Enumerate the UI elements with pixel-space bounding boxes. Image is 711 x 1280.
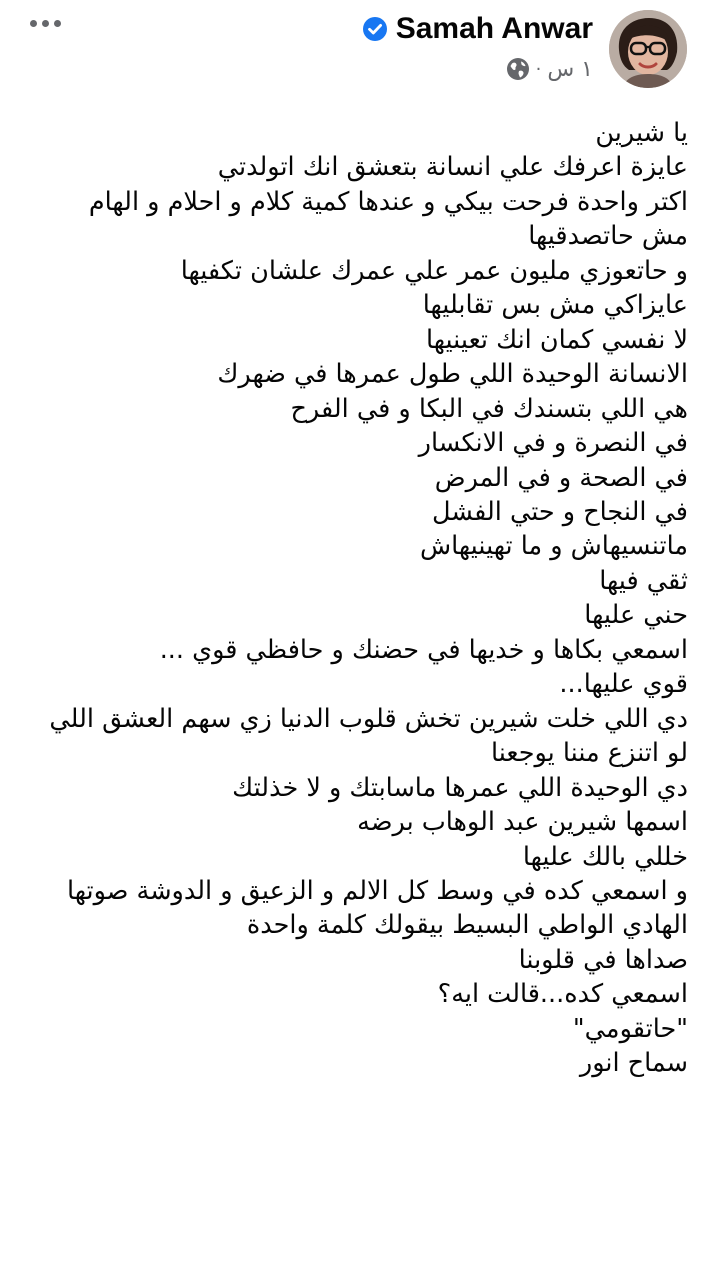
post-timestamp[interactable]: ١ س (547, 56, 593, 82)
avatar-image (609, 10, 687, 88)
post-text-line: و اسمعي كده في وسط كل الالم و الزعيق و الدوشة صوتها (66, 875, 688, 906)
meta-separator: · (535, 58, 542, 80)
post-text-line: قوي عليها... (559, 669, 688, 700)
post-text-line: دي الوحيدة اللي عمرها ماسابتك و لا خذلتك (232, 772, 688, 803)
post-text-line: ثقي فيها (599, 565, 688, 596)
post-header (0, 0, 711, 100)
post-text-line: يا شيرين (595, 118, 688, 148)
post-text-line: لا نفسي كمان انك تعينيها (425, 324, 688, 355)
more-options-icon (30, 20, 37, 27)
post-text-line: اكتر واحدة فرحت بيكي و عندها كمية كلام و احلام و الهام (88, 186, 688, 217)
post-text-line: مش حاتصدقيها (528, 221, 688, 252)
post-text-line: حني عليها (584, 600, 688, 631)
post-text-line: اسمعي بكاها و خديها في حضنك و حافظي قوي ... (159, 634, 688, 665)
post-text-line: ماتنسيهاش و ما تهينيهاش (420, 531, 688, 562)
post-text-line: و حاتعوزي مليون عمر علي عمرك علشان تكفيها (180, 255, 688, 286)
author-name[interactable]: Samah Anwar (395, 12, 593, 45)
post-text-line: اسمعي كده...قالت ايه؟ (437, 979, 688, 1010)
verified-badge-icon (362, 16, 388, 42)
post-text-line: دي اللي خلت شيرين تخش قلوب الدنيا زي سهم العشق اللي (49, 703, 688, 734)
globe-icon (506, 57, 530, 81)
post-text-line: خللي بالك عليها (522, 841, 688, 872)
post-text-line: اسمها شيرين عبد الوهاب برضه (357, 807, 688, 838)
post-text-line: هي اللي بتسندك في البكا و في الفرح (290, 393, 688, 424)
post-text-line: الانسانة الوحيدة اللي طول عمرها في ضهرك (217, 359, 688, 390)
post-text-line: عايزة اعرفك علي انسانة بتعشق انك اتولدتي (217, 152, 688, 183)
more-options-icon-dot (42, 20, 49, 27)
post-text (20, 116, 688, 1081)
avatar[interactable] (609, 10, 687, 88)
post-text-line: "حاتقومي" (572, 1013, 688, 1044)
post-text-line: عايزاكي مش بس تقابليها (422, 290, 688, 321)
more-options-icon-dot (54, 20, 61, 27)
post-text-line: الهادي الواطي البسيط بيقولك كلمة واحدة (246, 910, 688, 941)
post-meta (506, 54, 593, 84)
post-text-line: في النصرة و في الانكسار (418, 428, 688, 459)
post-text-line: في الصحة و في المرض (434, 462, 688, 493)
post-text-line: صداها في قلوبنا (518, 944, 688, 975)
post-text-line: لو اتنزع مننا يوجعنا (490, 738, 688, 769)
author-row (362, 10, 593, 48)
more-options-button[interactable] (30, 8, 70, 38)
post-text-line: سماح انور (579, 1048, 688, 1079)
post-text-line: في النجاح و حتي الفشل (432, 496, 688, 527)
